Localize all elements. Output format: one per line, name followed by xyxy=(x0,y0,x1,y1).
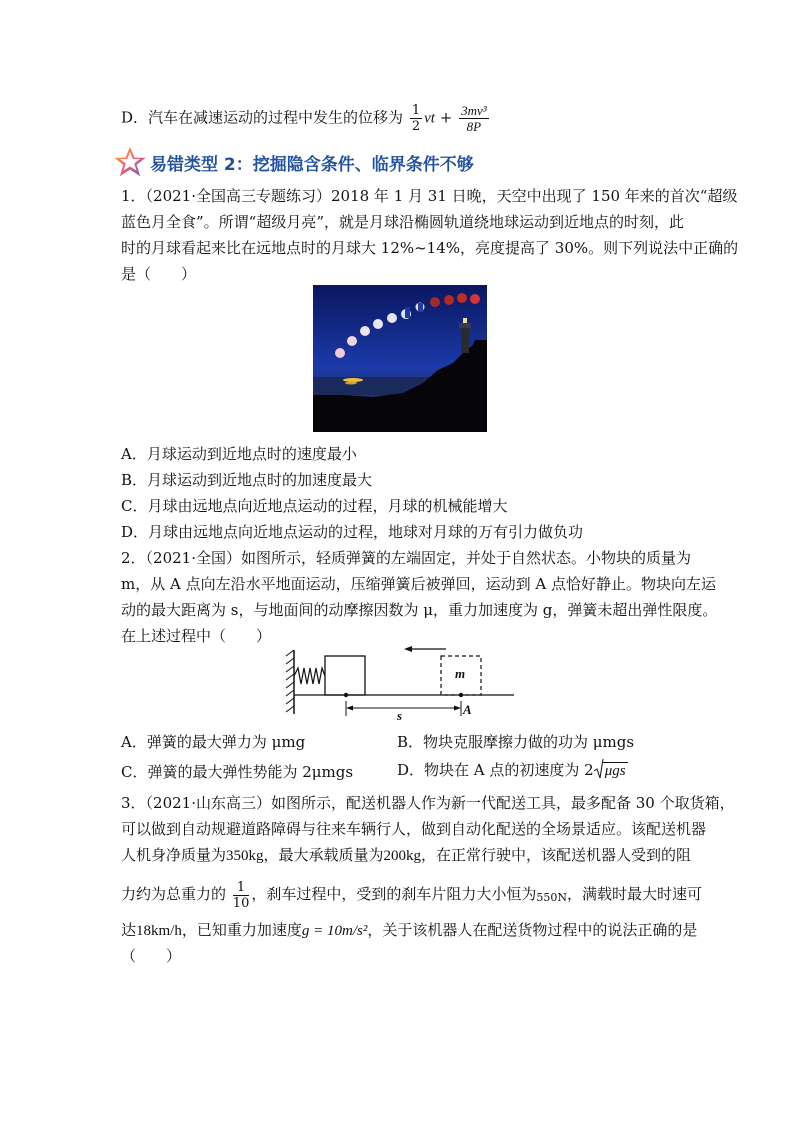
q3-text: ，最大承载质量为 xyxy=(263,846,384,864)
q3-text: ，刹车过程中，受到的刹车片阻力大小恒为 xyxy=(251,885,537,903)
q2-option-b[interactable]: B．物块克服摩擦力做的功为 μmgs xyxy=(397,733,635,751)
sqrt-radicand: μgs xyxy=(604,763,626,779)
q3-text: 达 xyxy=(121,921,137,939)
sqrt-expression xyxy=(594,760,628,781)
q3-line-3 xyxy=(121,845,691,866)
section-title: 易错类型 2：挖掘隐含条件、临界条件不够 xyxy=(150,155,474,175)
frac-den: 10 xyxy=(232,895,250,911)
vt-term: vt xyxy=(424,110,435,127)
gravity-value: g = 10m/s² xyxy=(301,923,368,939)
lunar-eclipse-photo xyxy=(313,285,487,432)
q3-text: 人机身净质量为 xyxy=(121,846,227,864)
q3-line-1: 3．（2021·山东高三）如图所示，配送机器人作为新一代配送工具，最多配备 30 个取货箱， xyxy=(121,794,735,812)
q3-text: ，满载时最大时速可 xyxy=(566,885,702,903)
frac-num: 1 xyxy=(411,103,421,118)
q3-line-5 xyxy=(121,920,697,941)
q1-option-a[interactable]: A．月球运动到近地点时的速度最小 xyxy=(121,445,357,463)
frac-num: 1 xyxy=(233,881,250,896)
q3-text: ，在正常行驶中，该配送机器人受到的阻 xyxy=(421,846,692,864)
q2-option-d-text: D．物块在 A 点的初速度为 2 xyxy=(397,761,594,779)
q3-text: 力约为总重力的 xyxy=(121,885,227,903)
distance-label: s xyxy=(397,708,403,723)
q2-option-c[interactable]: C．弹簧的最大弹性势能为 2μmgs xyxy=(121,763,354,781)
fraction-one-tenth xyxy=(233,881,250,910)
q1-line-3: 时的月球看起来比在远地点时的月球大 12%~14%，亮度提高了 30%。则下列说法中正确的 xyxy=(121,239,739,257)
q3-line-4 xyxy=(121,876,702,916)
brake-force: 550N xyxy=(536,891,567,904)
q2-line-2: m，从 A 点向左沿水平地面运动，压缩弹簧后被弹回，运动到 A 点恰好静止。物块向左运 xyxy=(121,575,716,593)
q2-line-3: 动的最大距离为 s，与地面间的动摩擦因数为 μ，重力加速度为 g，弹簧未超出弹性限度。 xyxy=(121,601,718,619)
q1-line-1: 1．（2021·全国高三专题练习）2018 年 1 月 31 日晚，天空中出现了 150 年来的首次“超级 xyxy=(121,187,738,205)
q2-line-4: 在上述过程中（ ） xyxy=(121,627,272,645)
frac-den: 8P xyxy=(466,119,482,134)
robot-load: 200kg xyxy=(383,848,422,864)
q2-line-1: 2．（2021·全国）如图所示，轻质弹簧的左端固定，并处于自然状态。小物块的质量为 xyxy=(121,549,691,567)
fraction-energy xyxy=(459,104,489,133)
q1-line-4: 是（ ） xyxy=(121,265,197,283)
q1-option-c[interactable]: C．月球由远地点向近地点运动的过程，月球的机械能增大 xyxy=(121,497,508,515)
q1-line-2: 蓝色月全食”。所谓“超级月亮”，就是月球沿椭圆轨道绕地球运动到近地点的时刻，此 xyxy=(121,213,685,231)
robot-mass: 350kg xyxy=(226,848,264,864)
fraction-half xyxy=(410,104,422,133)
q3-line-6: （ ） xyxy=(121,947,182,965)
max-speed: 18km/h xyxy=(136,923,182,939)
q1-option-b[interactable]: B．月球运动到近地点时的加速度最大 xyxy=(121,471,373,489)
q3-text: ，已知重力加速度 xyxy=(181,921,302,939)
q3-text: ，关于该机器人在配送货物过程中的说法正确的是 xyxy=(367,921,698,939)
mass-label: m xyxy=(455,666,466,681)
q2-option-d[interactable] xyxy=(397,760,628,781)
q2-option-a[interactable]: A．弹簧的最大弹力为 μmg xyxy=(121,733,306,751)
option-d-displacement xyxy=(121,104,491,133)
frac-den: 2 xyxy=(411,119,421,134)
plus-sign: + xyxy=(439,108,453,127)
option-d-text: D．汽车在减速运动的过程中发生的位移为 xyxy=(121,108,404,127)
q1-option-d[interactable]: D．月球由远地点向近地点运动的过程，地球对月球的万有引力做负功 xyxy=(121,523,584,541)
q3-line-2: 可以做到自动规避道路障碍与往来车辆行人，做到自动化配送的全场景适应。该配送机器 xyxy=(121,820,707,838)
star-icon xyxy=(110,142,150,182)
frac-num: 3mv³ xyxy=(461,103,487,118)
spring-block-diagram xyxy=(284,646,520,726)
point-a-label: A xyxy=(463,702,472,717)
